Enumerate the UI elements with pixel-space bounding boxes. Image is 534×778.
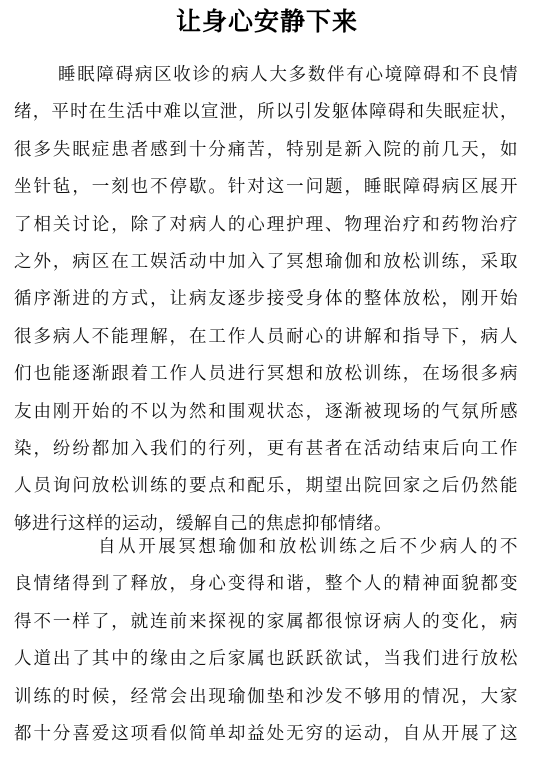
text-line: 很多失眠症患者感到十分痛苦，特别是新入院的前几天，如: [14, 139, 518, 160]
text-line: 循序渐进的方式，让病友逐步接受身体的整体放松，刚开始: [14, 289, 518, 310]
text-line: 够进行这样的运动，缓解自己的焦虑抑郁情绪。: [14, 513, 392, 534]
text-line: 坐针毡，一刻也不停歇。针对这一问题，睡眠障碍病区展开: [14, 177, 518, 198]
text-line: 们也能逐渐跟着工作人员进行冥想和放松训练，在场很多病: [14, 364, 518, 385]
text-line: 之外，病区在工娱活动中加入了冥想瑜伽和放松训练，采取: [14, 251, 518, 272]
text-line: 染，纷纷都加入我们的行列，更有甚者在活动结束后向工作: [14, 438, 518, 459]
text-line: 很多病人不能理解，在工作人员耐心的讲解和指导下，病人: [14, 326, 518, 347]
text-line: 人员询问放松训练的要点和配乐，期望出院回家之后仍然能: [14, 476, 518, 497]
text-line: 都十分喜爱这项看似简单却益处无穷的运动，自从开展了这: [14, 723, 518, 744]
text-line: 了相关讨论，除了对病人的心理护理、物理治疗和药物治疗: [14, 214, 518, 235]
text-line: 训练的时候，经常会出现瑜伽垫和沙发不够用的情况，大家: [14, 686, 518, 707]
paragraph-2: [14, 529, 518, 753]
paragraph-1: [14, 57, 518, 543]
article-title: 让身心安静下来: [175, 7, 358, 36]
text-line: 绪，平时在生活中难以宣泄，所以引发躯体障碍和失眠症状，: [14, 102, 518, 123]
text-line: 人道出了其中的缘由之后家属也跃跃欲试，当我们进行放松: [14, 649, 518, 670]
text-line: 友由刚开始的不以为然和围观状态，逐渐被现场的气氛所感: [14, 401, 518, 422]
text-line: 得不一样了，就连前来探视的家属都很惊讶病人的变化，病: [14, 611, 518, 632]
text-line: 自从开展冥想瑜伽和放松训练之后不少病人的不: [98, 537, 518, 557]
text-line: 良情绪得到了释放，身心变得和谐，整个人的精神面貌都变: [14, 574, 518, 595]
text-line: 睡眠障碍病区收诊的病人大多数伴有心境障碍和不良情: [58, 65, 518, 85]
